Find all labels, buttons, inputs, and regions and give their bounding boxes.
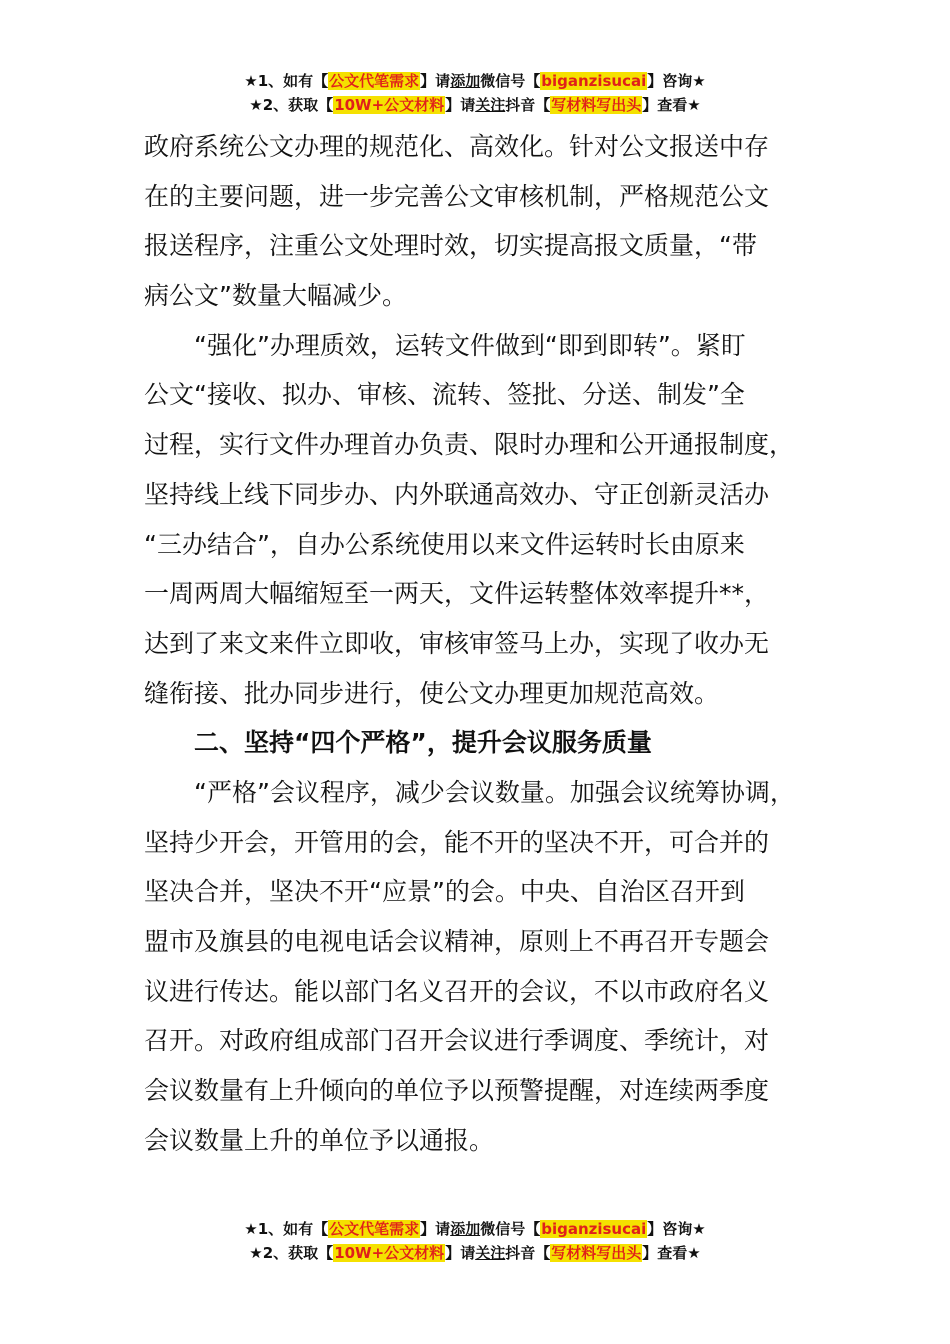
banner-text: ★1、如有【 [244, 72, 329, 90]
body-line: 过程，实行文件办理首办负责、限时办理和公开通报制度， [144, 430, 795, 460]
banner-text: 抖音【 [505, 1244, 551, 1262]
body-line: 一周两周大幅缩短至一两天，文件运转整体效率提升**， [144, 579, 770, 609]
body-line: 议进行传达。能以部门名义召开的会议，不以市政府名义 [144, 976, 770, 1006]
body-line: 坚持线上线下同步办、内外联通高效办、守正创新灵活办 [144, 479, 770, 509]
body-line: 盟市及旗县的电视电话会议精神，原则上不再召开专题会 [144, 927, 770, 956]
banner-underlined-text: 添加 [450, 72, 481, 90]
body-line: 公文“接收、拟办、审核、流转、签批、分送、制发”全 [144, 380, 745, 410]
body-line: 会议数量上升的单位予以通报。 [144, 1125, 495, 1155]
banner-line-1 [0, 69, 950, 93]
banner-underlined-text: 添加 [450, 1220, 481, 1238]
footer-banner [0, 1217, 950, 1265]
body-line: 会议数量有上升倾向的单位予以预警提醒，对连续两季度 [144, 1076, 770, 1106]
body-line: 在的主要问题，进一步完善公文审核机制，严格规范公文 [144, 181, 770, 211]
highlight-douyin-account: 写材料写出头 [551, 1244, 642, 1262]
banner-text: 抖音【 [505, 96, 551, 114]
highlight-wechat-id: biganzisucai [541, 1220, 647, 1238]
banner-line-1 [0, 1217, 950, 1241]
body-line: 达到了来文来件立即收，审核审签马上办，实现了收办无 [144, 628, 770, 658]
banner-line-2 [0, 1241, 950, 1265]
banner-text: ★2、获取【 [249, 1244, 334, 1262]
body-line: 病公文”数量大幅减少。 [144, 281, 407, 311]
banner-text: 】查看★ [642, 1244, 701, 1262]
banner-text: 】请 [445, 1244, 476, 1262]
banner-text: 】查看★ [642, 96, 701, 114]
body-line: 召开。对政府组成部门召开会议进行季调度、季统计，对 [144, 1026, 770, 1056]
banner-text: 】请 [420, 72, 451, 90]
banner-text: 微信号【 [480, 1220, 541, 1238]
body-line: “强化”办理质效，运转文件做到“即到即转”。紧盯 [144, 330, 746, 360]
banner-text: 】请 [420, 1220, 451, 1238]
highlight-douyin-account: 写材料写出头 [551, 96, 642, 114]
document-body [144, 122, 824, 1165]
banner-text: 微信号【 [480, 72, 541, 90]
header-banner [0, 69, 950, 117]
body-line: 缝衔接、批办同步进行，使公文办理更加规范高效。 [144, 678, 720, 708]
body-line: 报送程序，注重公文处理时效，切实提高报文质量，“带 [144, 231, 757, 261]
highlight-materials: 10W+公文材料 [334, 96, 445, 114]
highlight-wechat-id: biganzisucai [541, 72, 647, 90]
body-line: “三办结合”，自办公系统使用以来文件运转时长由原来 [144, 529, 745, 559]
banner-text: 】咨询★ [647, 1220, 706, 1238]
highlight-ghostwriting: 公文代笔需求 [329, 72, 420, 90]
banner-underlined-text: 关注 [475, 96, 506, 114]
highlight-ghostwriting: 公文代笔需求 [329, 1220, 420, 1238]
body-line: 坚持少开会，开管用的会，能不开的坚决不开，可合并的 [144, 827, 770, 857]
banner-text: 】咨询★ [647, 72, 706, 90]
banner-line-2 [0, 93, 950, 117]
body-line: 政府系统公文办理的规范化、高效化。针对公文报送中存 [144, 132, 770, 161]
body-line: 坚决合并，坚决不开“应景”的会。中央、自治区召开到 [144, 877, 745, 907]
banner-text: ★2、获取【 [249, 96, 334, 114]
banner-underlined-text: 关注 [475, 1244, 506, 1262]
banner-text: 】请 [445, 96, 476, 114]
body-line: “严格”会议程序，减少会议数量。加强会议统筹协调， [144, 777, 795, 807]
section-heading: 二、坚持“四个严格”，提升会议服务质量 [144, 728, 652, 758]
banner-text: ★1、如有【 [244, 1220, 329, 1238]
highlight-materials: 10W+公文材料 [334, 1244, 445, 1262]
